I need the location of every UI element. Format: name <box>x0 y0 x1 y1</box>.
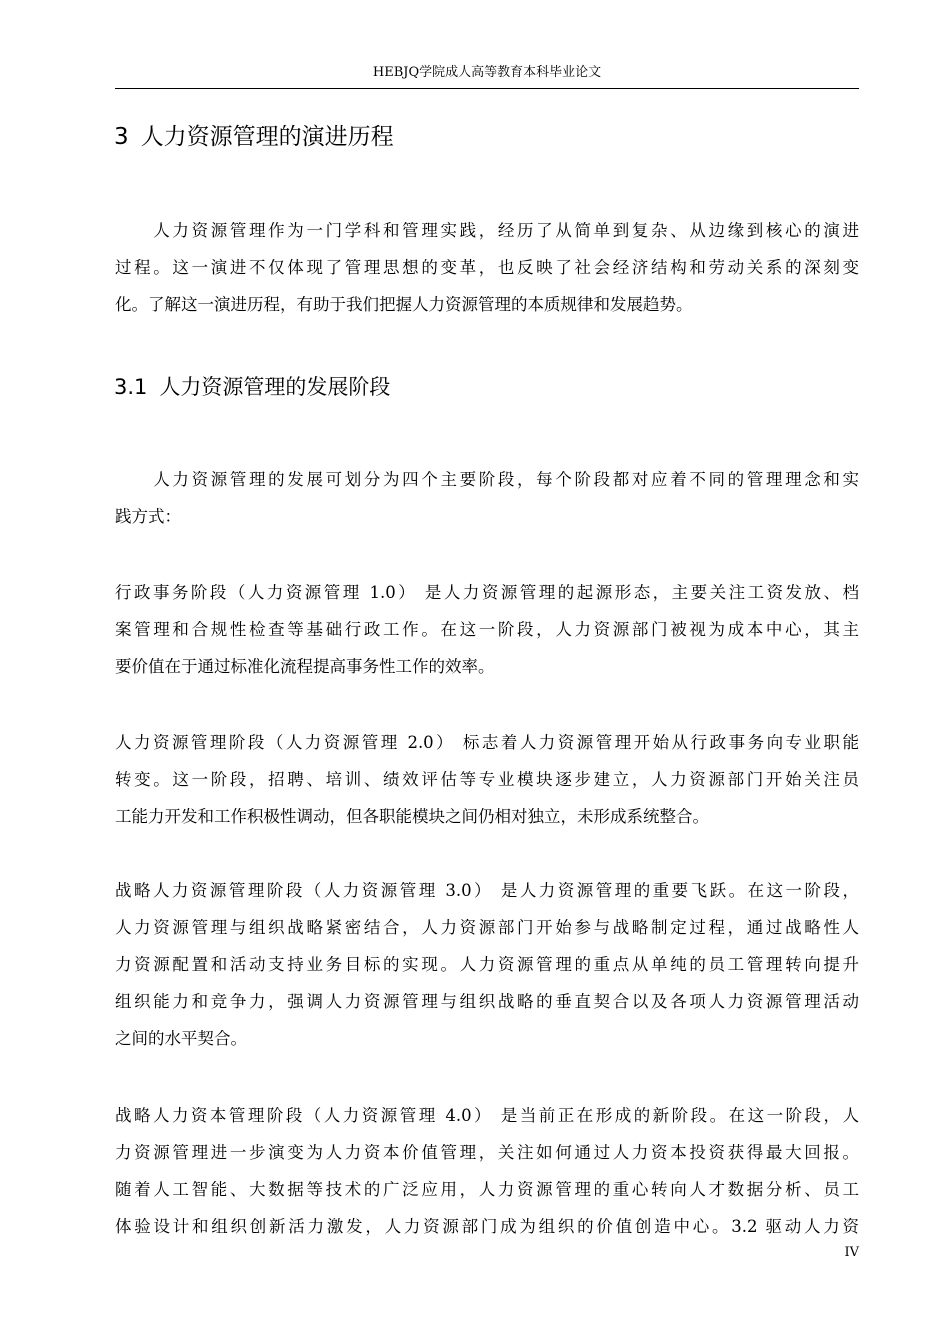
paragraph-line: 随着人工智能、大数据等技术的广泛应用，人力资源管理的重心转向人才数据分析、员工 <box>115 1180 859 1199</box>
stage-1-paragraph <box>115 574 859 685</box>
header-rule <box>115 88 859 89</box>
paragraph-line: 要价值在于通过标准化流程提高事务性工作的效率。 <box>115 657 495 676</box>
chapter-title: 人力资源管理的演进历程 <box>140 124 394 150</box>
stage-4-paragraph <box>115 1097 859 1245</box>
paragraph-line: 人力资源管理的发展可划分为四个主要阶段，每个阶段都对应着不同的管理理念和实 <box>115 470 859 489</box>
paragraph-line: 体验设计和组织创新活力激发，人力资源部门成为组织的价值创造中心。3.2 驱动人力资 <box>115 1217 859 1236</box>
paragraph-line: 过程。这一演进不仅体现了管理思想的变革，也反映了社会经济结构和劳动关系的深刻变 <box>115 258 859 277</box>
section-title: 人力资源管理的发展阶段 <box>159 375 391 399</box>
paragraph-line: 转变。这一阶段，招聘、培训、绩效评估等专业模块逐步建立，人力资源部门开始关注员 <box>115 770 859 789</box>
intro-paragraph <box>115 212 859 323</box>
section-number: 3.1 <box>114 375 148 399</box>
chapter-number: 3 <box>114 124 129 150</box>
paragraph-line: 之间的水平契合。 <box>115 1029 247 1048</box>
chapter-heading <box>114 120 858 154</box>
running-header: HEBJQ学院成人高等教育本科毕业论文 <box>372 65 602 80</box>
section-heading <box>114 371 858 403</box>
paragraph-line: 工能力开发和工作积极性调动，但各职能模块之间仍相对独立，未形成系统整合。 <box>115 807 709 826</box>
paragraph-line: 人力资源管理阶段（人力资源管理 2.0） 标志着人力资源管理开始从行政事务向专业职能 <box>115 733 859 752</box>
paragraph-line: 组织能力和竞争力，强调人力资源管理与组织战略的垂直契合以及各项人力资源管理活动 <box>115 992 859 1011</box>
paragraph-line: 行政事务阶段（人力资源管理 1.0） 是人力资源管理的起源形态，主要关注工资发放、档 <box>115 583 859 602</box>
paragraph-line: 人力资源管理作为一门学科和管理实践，经历了从简单到复杂、从边缘到核心的演进 <box>115 221 859 240</box>
paragraph-line: 力资源管理进一步演变为人力资本价值管理，关注如何通过人力资本投资获得最大回报。 <box>115 1143 859 1162</box>
paragraph-line: 战略人力资源管理阶段（人力资源管理 3.0） 是人力资源管理的重要飞跃。在这一阶段， <box>115 881 859 900</box>
paragraph-line: 化。了解这一演进历程，有助于我们把握人力资源管理的本质规律和发展趋势。 <box>115 295 693 314</box>
paragraph-line: 践方式： <box>115 507 181 526</box>
paragraph-line: 人力资源管理与组织战略紧密结合，人力资源部门开始参与战略制定过程，通过战略性人 <box>115 918 859 937</box>
paragraph-line: 战略人力资本管理阶段（人力资源管理 4.0） 是当前正在形成的新阶段。在这一阶段，人 <box>115 1106 859 1125</box>
paragraph-line: 案管理和合规性检查等基础行政工作。在这一阶段，人力资源部门被视为成本中心，其主 <box>115 620 859 639</box>
paragraph-line: 力资源配置和活动支持业务目标的实现。人力资源管理的重点从单纯的员工管理转向提升 <box>115 955 859 974</box>
page-number: IV <box>844 1245 859 1260</box>
section-intro-paragraph <box>115 461 859 535</box>
stage-2-paragraph <box>115 724 859 835</box>
stage-3-paragraph <box>115 872 859 1057</box>
